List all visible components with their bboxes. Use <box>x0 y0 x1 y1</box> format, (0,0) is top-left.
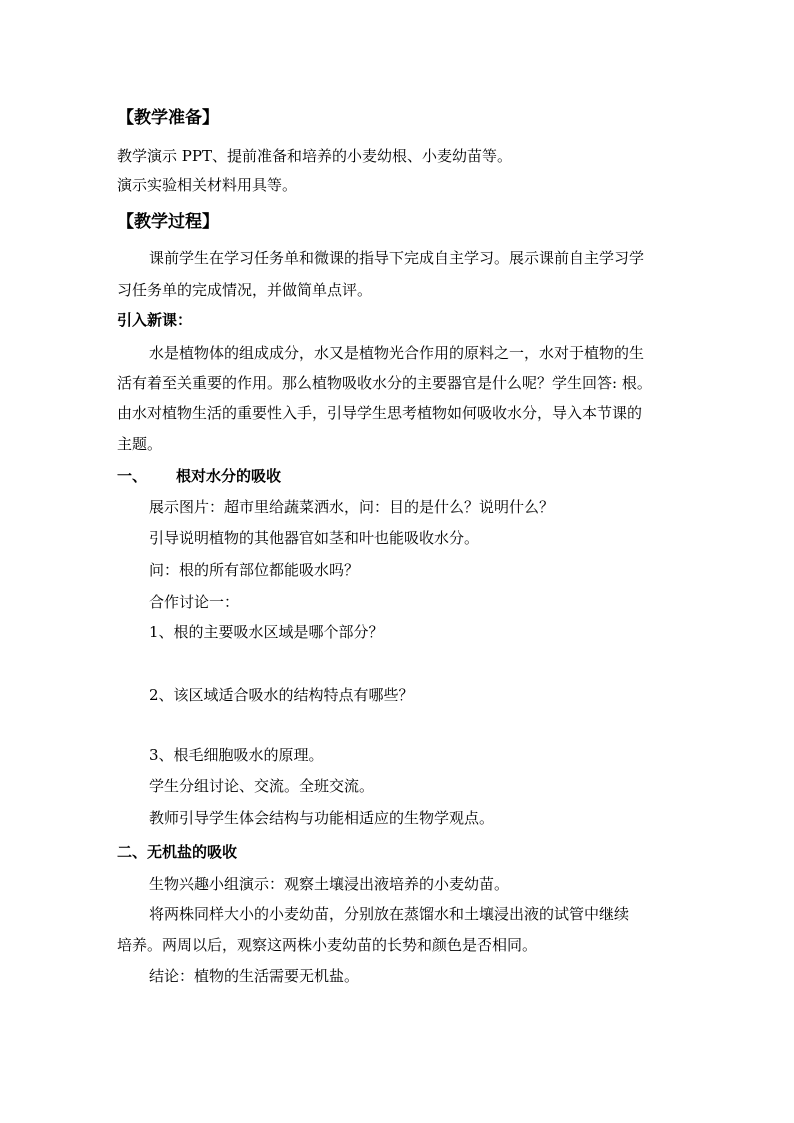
paragraph-line: 由水对植物生活的重要性入手，引导学生思考植物如何吸收水分，导入本节课的 <box>117 404 643 422</box>
paragraph-line: 结论：植物的生活需要无机盐。 <box>149 967 360 985</box>
paragraph-line: 活有着至关重要的作用。那么植物吸收水分的主要器官是什么呢？学生回答: 根。 <box>117 374 652 392</box>
list-item: 2、该区域适合吸水的结构特点有哪些？ <box>149 686 414 704</box>
paragraph-line: 问：根的所有部位都能吸水吗？ <box>149 561 360 579</box>
paragraph-line: 将两株同样大小的小麦幼苗，分别放在蒸馏水和土壤浸出液的试管中继续 <box>149 905 630 923</box>
paragraph-line: 习任务单的完成情况，并做简单点评。 <box>117 281 373 299</box>
section-number: 一、 <box>117 467 148 485</box>
paragraph-line: 合作讨论一： <box>149 593 240 611</box>
paragraph-line: 学生分组讨论、交流。全班交流。 <box>149 777 375 795</box>
paragraph-line: 水是植物体的组成成分，水又是植物光合作用的原料之一，水对于植物的生 <box>149 344 645 362</box>
paragraph-line: 引导说明植物的其他器官如茎和叶也能吸收水分。 <box>149 529 480 547</box>
heading-teaching-process: 【教学过程】 <box>117 212 219 232</box>
paragraph-line: 教师引导学生体会结构与功能相适应的生物学观点。 <box>149 809 495 827</box>
paragraph-line: 展示图片：超市里给蔬菜洒水，问：目的是什么？说明什么？ <box>149 498 555 516</box>
list-item: 3、根毛细胞吸水的原理。 <box>149 746 324 764</box>
list-item: 1、根的主要吸水区域是哪个部分？ <box>149 623 384 641</box>
paragraph-line: 课前学生在学习任务单和微课的指导下完成自主学习。展示课前自主学习学 <box>149 249 645 267</box>
paragraph-line: 培养。两周以后，观察这两株小麦幼苗的长势和颜色是否相同。 <box>117 936 538 954</box>
paragraph-line: 演示实验相关材料用具等。 <box>117 176 298 194</box>
paragraph-line: 生物兴趣小组演示：观察土壤浸出液培养的小麦幼苗。 <box>149 875 510 893</box>
heading-water-absorption: 根对水分的吸收 <box>176 467 282 485</box>
paragraph-line: 教学演示 PPT、提前准备和培养的小麦幼根、小麦幼苗等。 <box>117 147 512 165</box>
heading-teaching-preparation: 【教学准备】 <box>117 108 219 128</box>
paragraph-line: 主题。 <box>117 435 163 453</box>
heading-new-lesson: 引入新课： <box>117 311 193 329</box>
heading-mineral-absorption: 二、无机盐的吸收 <box>117 843 238 861</box>
